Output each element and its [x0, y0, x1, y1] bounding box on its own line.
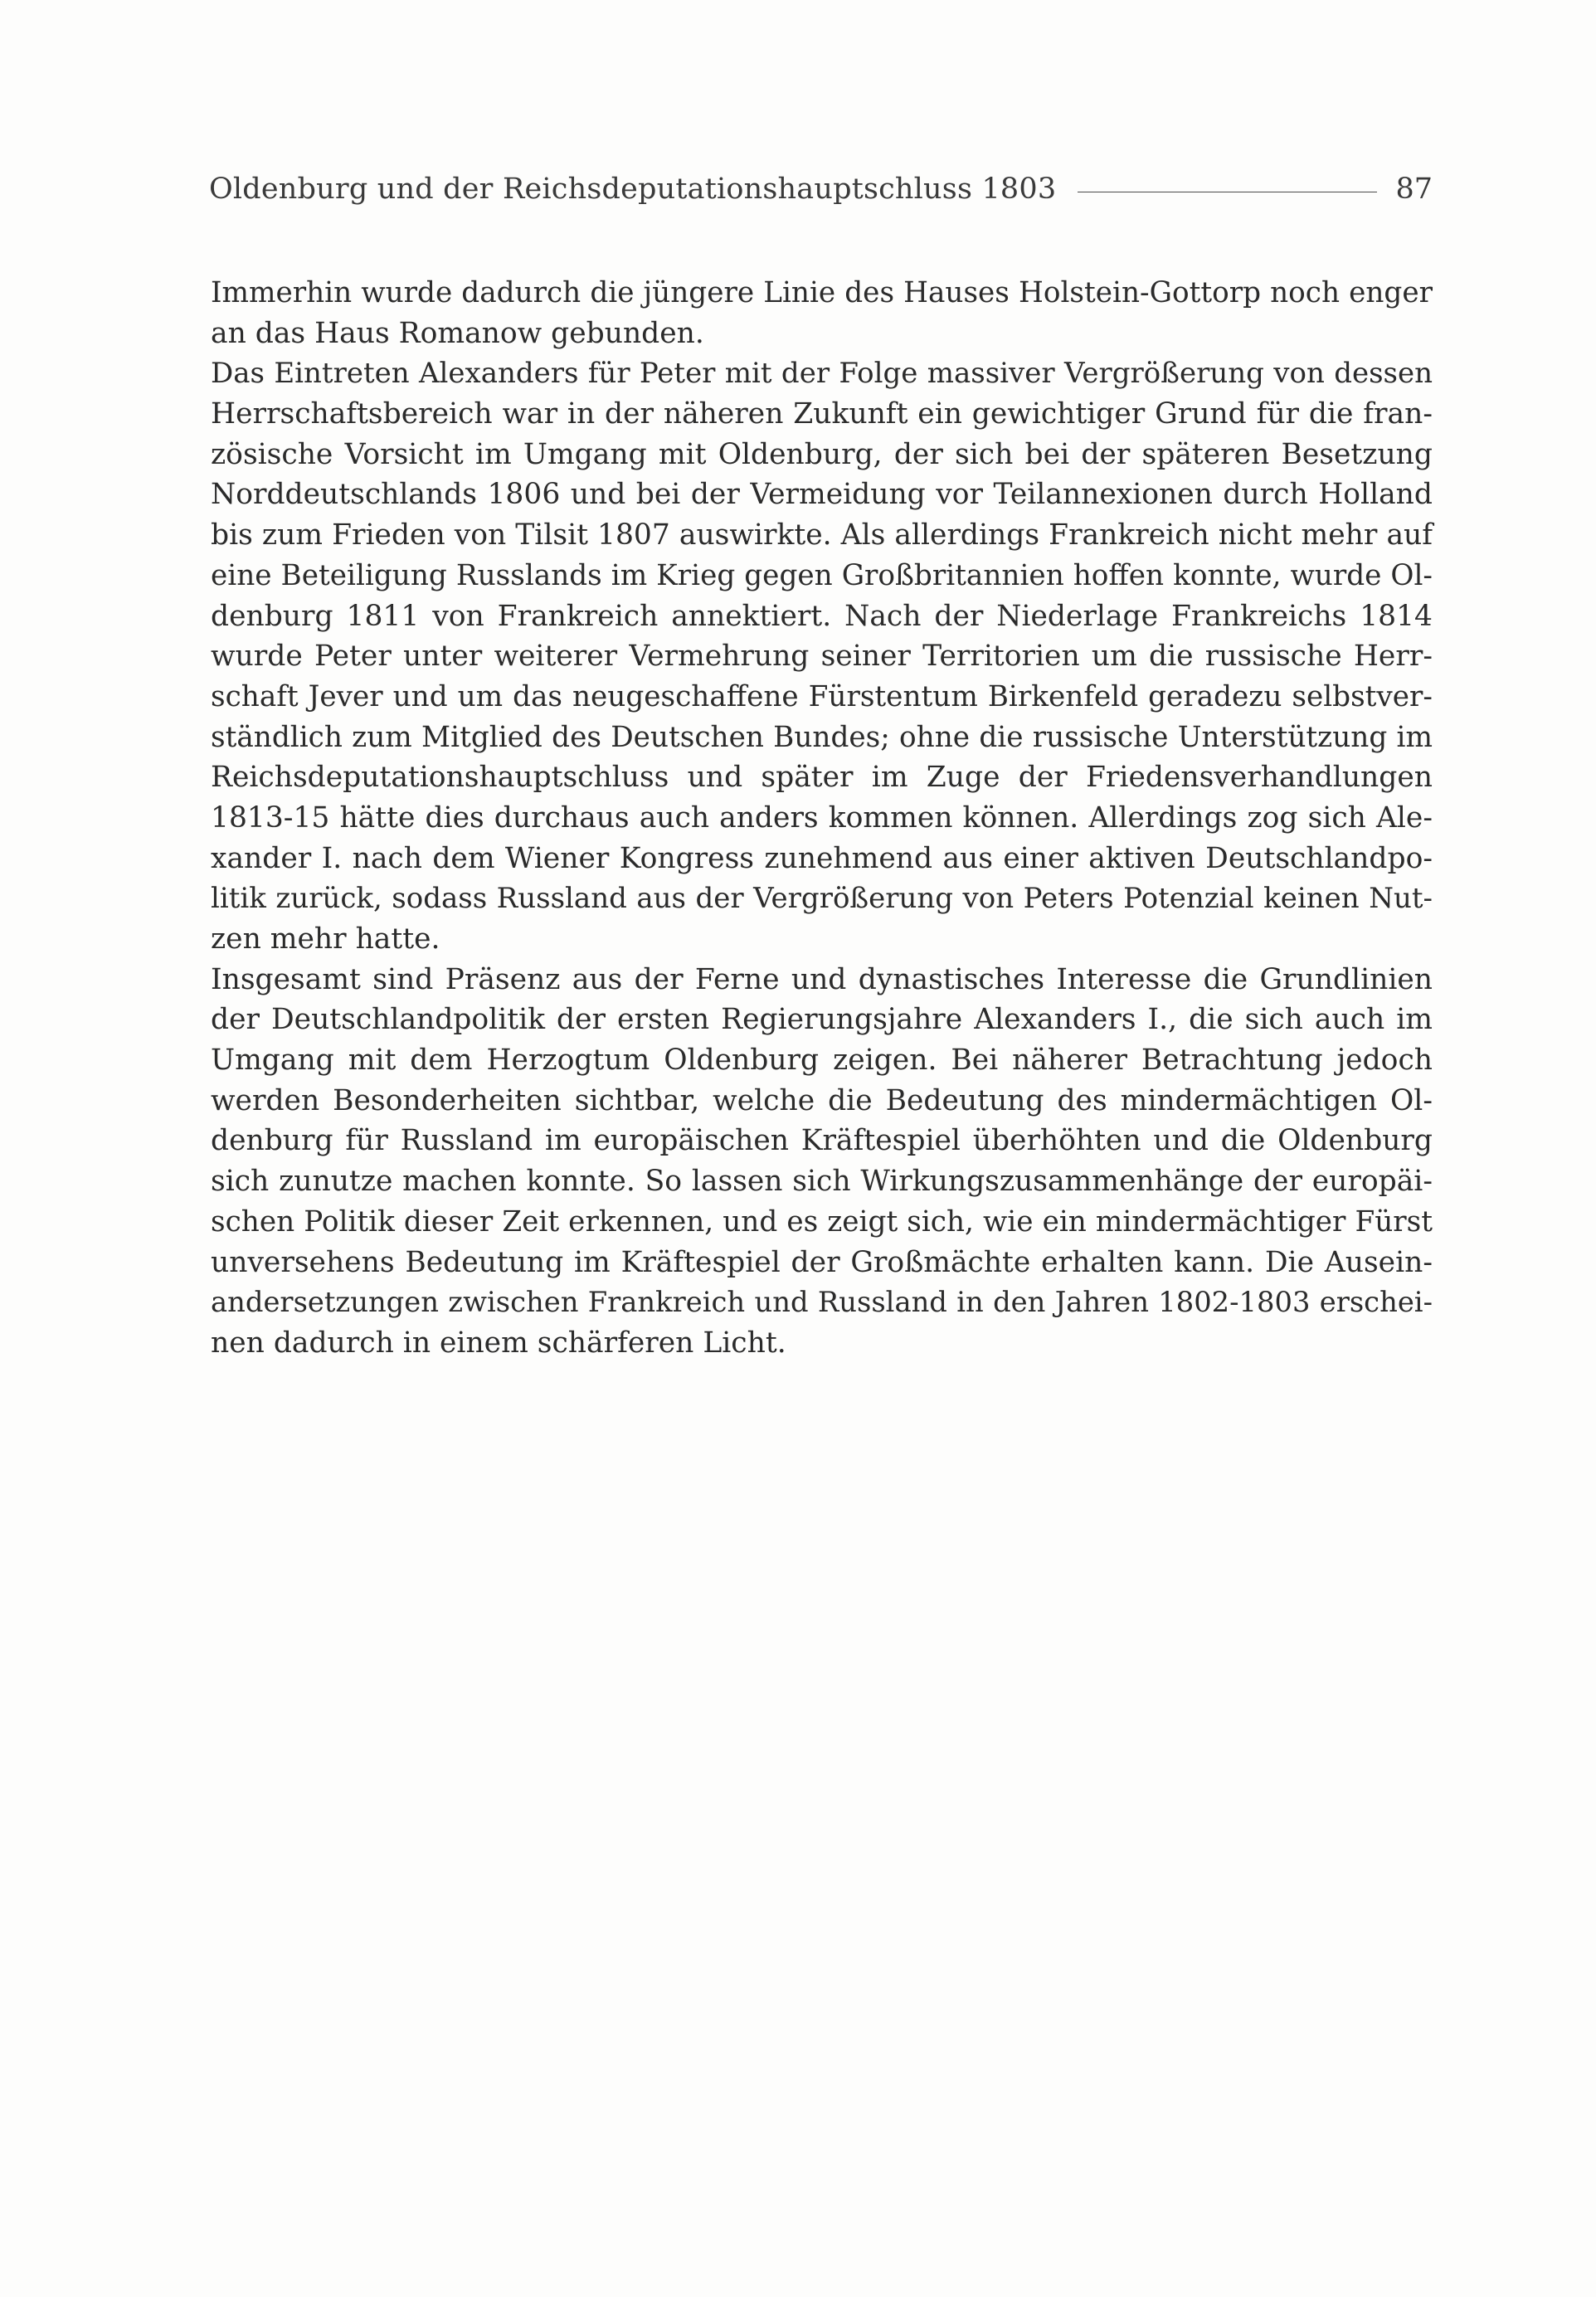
body-text	[211, 273, 1433, 1364]
text-line: Reichsdeputationshauptschluss und später im Zuge der Friedensverhandlungen	[211, 761, 1433, 795]
text-line: an das Haus Romanow gebunden.	[211, 316, 704, 350]
text-line: ständlich zum Mitglied des Deutschen Bundes; ohne die russische Unterstützung im	[211, 720, 1433, 754]
text-line: Das Eintreten Alexanders für Peter mit der Folge massiver Vergrößerung von dessen	[211, 357, 1433, 391]
text-line: eine Beteiligung Russlands im Krieg gegen Großbritannien hoffen konnte, wurde Ol-	[211, 558, 1433, 592]
text-line: schaft Jever und um das neugeschaffene Fürstentum Birkenfeld geradezu selbstver-	[211, 679, 1433, 713]
paragraph-1	[211, 273, 1433, 353]
text-line: Umgang mit dem Herzogtum Oldenburg zeigen. Bei näherer Betrachtung jedoch	[211, 1044, 1433, 1078]
text-line: denburg 1811 von Frankreich annektiert. Nach der Niederlage Frankreichs 1814	[211, 599, 1433, 633]
text-line: xander I. nach dem Wiener Kongress zunehmend aus einer aktiven Deutschlandpo-	[211, 841, 1433, 875]
text-line: andersetzungen zwischen Frankreich und Russland in den Jahren 1802-1803 erschei-	[211, 1286, 1433, 1319]
text-line: Herrschaftsbereich war in der näheren Zukunft ein gewichtiger Grund für die fran-	[211, 397, 1433, 431]
text-line: der Deutschlandpolitik der ersten Regierungsjahre Alexanders I., die sich auch im	[211, 1003, 1433, 1037]
text-line: bis zum Frieden von Tilsit 1807 auswirkte. Als allerdings Frankreich nicht mehr auf	[211, 518, 1433, 552]
paragraph-2	[211, 353, 1433, 959]
running-title: Oldenburg und der Reichsdeputationshauptschluss 1803	[209, 173, 1057, 206]
text-line: zen mehr hatte.	[211, 922, 440, 956]
text-line: Insgesamt sind Präsenz aus der Ferne und dynastisches Interesse die Grundlinien	[211, 962, 1433, 996]
text-line: werden Besonderheiten sichtbar, welche die Bedeutung des mindermächtigen Ol-	[211, 1083, 1433, 1117]
running-header	[209, 168, 1433, 210]
text-line: denburg für Russland im europäischen Kräftespiel überhöhten und die Oldenburg	[211, 1124, 1433, 1158]
text-line: nen dadurch in einem schärferen Licht.	[211, 1326, 786, 1360]
text-line: Immerhin wurde dadurch die jüngere Linie des Hauses Holstein-Gottorp noch enger	[211, 276, 1433, 309]
text-line: 1813-15 hätte dies durchaus auch anders kommen können. Allerdings zog sich Ale-	[211, 801, 1433, 835]
text-line: wurde Peter unter weiterer Vermehrung seiner Territorien um die russische Herr-	[211, 640, 1433, 674]
page-number: 87	[1395, 173, 1433, 206]
text-line: unversehens Bedeutung im Kräftespiel der Großmächte erhalten kann. Die Ausein-	[211, 1245, 1433, 1279]
text-line: zösische Vorsicht im Umgang mit Oldenburg, der sich bei der späteren Besetzung	[211, 437, 1433, 471]
text-line: litik zurück, sodass Russland aus der Vergrößerung von Peters Potenzial keinen Nut-	[211, 882, 1433, 916]
text-line: sich zunutze machen konnte. So lassen sich Wirkungszusammenhänge der europäi-	[211, 1165, 1433, 1199]
paragraph-3	[211, 960, 1433, 1364]
text-line: Norddeutschlands 1806 und bei der Vermeidung vor Teilannexionen durch Holland	[211, 478, 1433, 512]
text-line: schen Politik dieser Zeit erkennen, und es zeigt sich, wie ein mindermächtiger Fürst	[211, 1204, 1433, 1239]
